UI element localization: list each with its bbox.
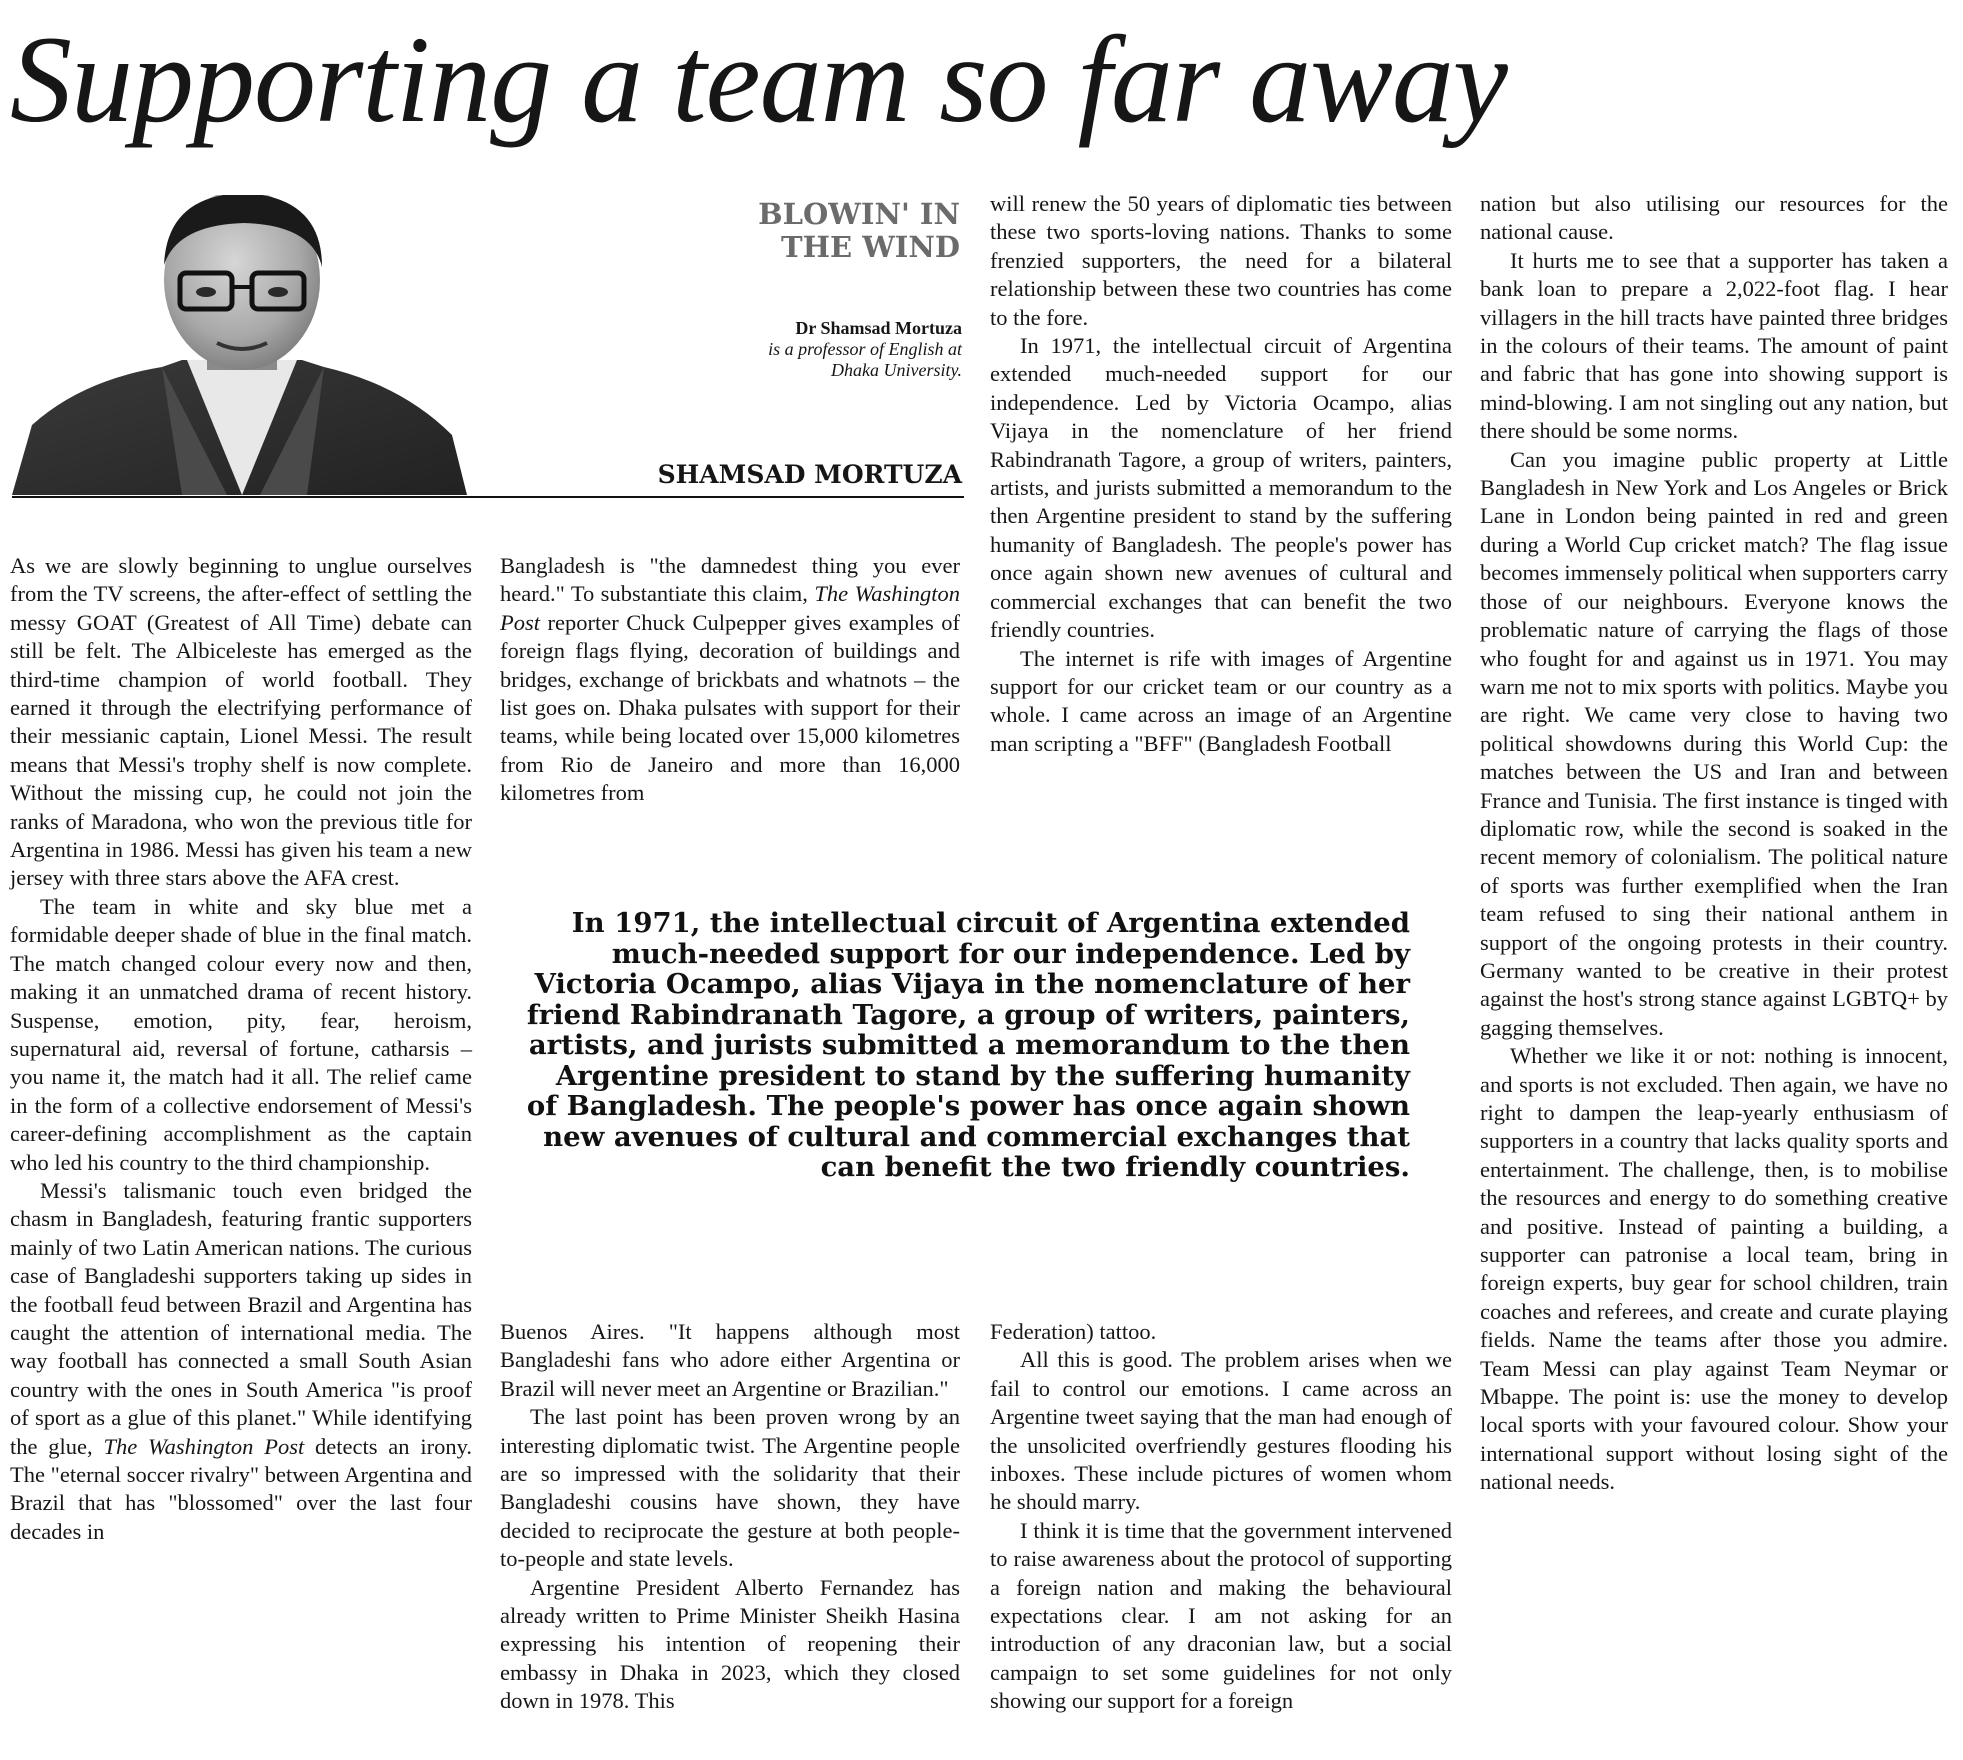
paragraph [10,1177,472,1546]
column-3-bottom [990,1318,1452,1716]
author-photo [12,195,467,495]
author-name: Dr Shamsad Mortuza [795,318,962,338]
paragraph: The internet is rife with images of Argentine support for our cricket team or our country as a whole. I came across an image of an Argentine man scripting a "BFF" (Bangladesh Football [990,645,1452,756]
paragraph: Buenos Aires. "It happens although most Bangladeshi fans who adore either Argentina or Brazil will never meet an Argentine or Brazilian." [500,1319,960,1401]
paragraph-text: Bangladesh is "the damnedest thing you ever heard." To substantiate this claim, [500,553,960,607]
publication-name: The Washington Post [103,1433,305,1459]
paragraph: All this is good. The problem arises when we fail to control our emotions. I came across an Argentine tweet saying that the man had enough of the unsolicited overfriendly gestures flooding his inboxes. These include pictures of women whom he should marry. [990,1347,1452,1515]
paragraph: Argentine President Alberto Fernandez has already written to Prime Minister Sheikh Hasina expressing his intention of reopening their embassy in Dhaka in 2023, which they closed down in 1978. This [500,1574,960,1714]
paragraph: nation but also utilising our resources for the national cause. [1480,191,1948,245]
paragraph: The last point has been proven wrong by an interesting diplomatic twist. The Argentine people are so impressed with the solidarity that their Bangladeshi cousins have shown, they have decided to reciprocate the gesture at both people-to-people and state levels. [500,1404,960,1572]
paragraph [500,552,960,808]
paragraph: It hurts me to see that a supporter has taken a bank loan to prepare a 2,022-foot flag. I hear villagers in the hill tracts have painted three bridges in the colours of their teams. The amount of paint and fabric that has gone into showing support is mind-blowing. I am not singling out any nation, but there should be some norms. [1480,247,1948,444]
paragraph-text: Messi's talismanic touch even bridged the chasm in Bangladesh, featuring frantic supporters mainly of two Latin American nations. The curious case of Bangladeshi supporters taking up sides in the football feud between Brazil and Argentina has caught the attention of international media. The way football has connected a small South Asian country with the ones in South America "is proof of sport as a glue of this planet." While identifying the glue, [10,1177,472,1459]
paragraph: The team in white and sky blue met a formidable deeper shade of blue in the final match. The match changed colour every now and then, making it an unmatched drama of recent history. Suspense, emotion, pity, fear, heroism, supernatural aid, reversal of fortune, catharsis – you name it, the match had it all. The relief came in the form of a collective endorsement of Messi's career-defining accomplishment as the captain who led his country to the third championship. [10,893,472,1175]
column-3-top [990,190,1452,758]
column-name [700,198,960,264]
column-name-line-2: THE WIND [781,230,960,264]
paragraph: In 1971, the intellectual circuit of Argentina extended much-needed support for our independence. Led by Victoria Ocampo, alias Vijaya in the nomenclature of her friend Rabindranath Tagore, a group of writers, painters, artists, and jurists submitted a memorandum to the then Argentine president to stand by the suffering humanity of Bangladesh. The people's power has once again shown new avenues of cultural and commercial exchanges that can benefit the two friendly countries. [990,333,1452,643]
headline: Supporting a team so far away [10,11,1507,148]
paragraph-text: detects an irony. The "eternal soccer rivalry" between Argentina and Brazil that has "blossomed" over the last four decades in [10,1433,472,1544]
publication-name: The Washington Post [500,581,961,635]
paragraph: I think it is time that the government intervened to raise awareness about the protocol of supporting a foreign nation and making the behavioural expectations clear. I am not asking for an introduction of any draconian law, but a social campaign to set some guidelines for not only showing our support for a foreign [990,1517,1452,1714]
paragraph: Can you imagine public property at Little Bangladesh in New York and Los Angeles or Brick Lane in London being painted in red and green during a World Cup cricket match? The flag issue becomes immensely political when supporters carry those of our neighbours. Everyone knows the problematic nature of carrying the flags of those who fought for and against us in 1971. You may warn me not to mix sports with politics. Maybe you are right. We came very close to having two political showdowns during this World Cup: the matches between the US and Iran and between France and Tunisia. The first instance is tinged with diplomatic row, while the second is soaked in the recent memory of colonialism. The political nature of sports was further exemplified when the Iran team refused to sing their national anthem in support of the ongoing protests in their country. Germany wanted to be creative in their protest against the host's strong stance against LGBTQ+ by gagging themselves. [1480,446,1948,1040]
column-name-line-1: BLOWIN' IN [758,197,960,231]
paragraph: will renew the 50 years of diplomatic ties between these two sports-loving nations. Thanks to some frenzied supporters, the need for a bilateral relationship between these two countries has come to the fore. [990,191,1452,330]
column-4 [1480,190,1948,1497]
pull-quote: In 1971, the intellectual circuit of Argentina extended much-needed support for our independence. Led by Victoria Ocampo, alias Vijaya in the nomenclature of her friend Rabindranath Tagore, a group of writers, painters, artists, and jurists submitted a memorandum to the then Argentine president to stand by the suffering humanity of Bangladesh. The people's power has once again shown new avenues of cultural and commercial exchanges that can benefit the two friendly countries. [526,907,1410,1183]
author-bio-line-2: Dhaka University. [831,360,962,380]
paragraph: As we are slowly beginning to unglue ourselves from the TV screens, the after-effect of settling the messy GOAT (Greatest of All Time) debate can still be felt. The Albiceleste has emerged as the third-time champion of world football. They earned it through the electrifying performance of their messianic captain, Lionel Messi. The result means that Messi's trophy shelf is now complete. Without the missing cup, he could not join the ranks of Maradona, who won the previous title for Argentina in 1986. Messi has given his team a new jersey with three stars above the AFA crest. [10,553,472,891]
author-bio-line-1: is a professor of English at [768,339,962,359]
author-bio [700,318,962,381]
column-2-top [500,552,960,808]
paragraph: Federation) tattoo. [990,1319,1157,1344]
paragraph: Whether we like it or not: nothing is innocent, and sports is not excluded. Then again, we have no right to dampen the leap-yearly enthusiasm of supporters in a country that lacks quality sports and entertainment. The challenge, then, is to mobilise the resources and energy to do something creative and positive. Instead of painting a building, a supporter can patronise a local team, bring in foreign experts, buy gear for school children, train coaches and referees, and create and curate playing fields. Name the teams after those you admire. Team Messi can play against Team Neymar or Mbappe. The point is: use the money to develop local sports with your favoured colour. Show your international support without losing sight of the national needs. [1480,1043,1948,1495]
paragraph-text: reporter Chuck Culpepper gives examples of foreign flags flying, decoration of buildings and bridges, exchange of brickbats and whatnots – the list goes on. Dhaka pulsates with support for their teams, while being located over 15,000 kilometres from Rio de Janeiro and more than 16,000 kilometres from [500,609,960,806]
byline-rule [12,496,964,498]
byline: SHAMSAD MORTUZA [657,460,962,489]
column-1 [10,552,472,1546]
column-2-bottom [500,1318,960,1716]
